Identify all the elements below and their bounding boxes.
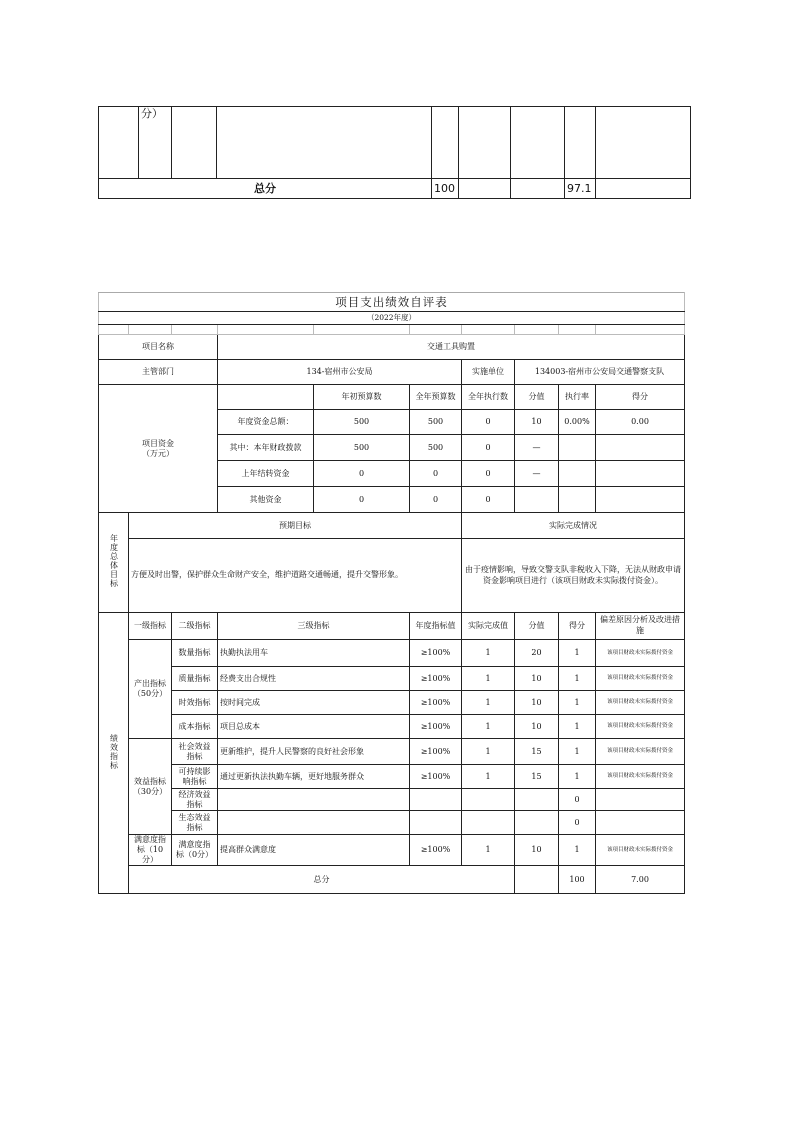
perf-header: 年度指标值 [410, 613, 462, 640]
spacer-cell [99, 325, 129, 335]
funds-cell: — [515, 435, 559, 461]
score-max: 10 [515, 667, 559, 691]
score-max: 10 [515, 835, 559, 866]
perf-header: 偏差原因分析及改进措施 [596, 613, 685, 640]
actual: 1 [462, 691, 515, 715]
project-name: 交通工具购置 [218, 335, 685, 360]
funds-cell [596, 487, 685, 513]
target [410, 789, 462, 811]
funds-cell: 500 [314, 435, 410, 461]
target: ≥100% [410, 691, 462, 715]
funds-header: 分值 [515, 385, 559, 410]
perf-header: 实际完成值 [462, 613, 515, 640]
deviation-note: 该项目财政未实际拨付资金 [596, 640, 685, 667]
deviation-note: 该项目财政未实际拨付资金 [596, 765, 685, 789]
dept-label: 主管部门 [99, 360, 218, 385]
cell [565, 107, 596, 179]
level2: 可持续影 响指标 [172, 765, 218, 789]
exec-unit-label: 实施单位 [462, 360, 515, 385]
project-name-label: 项目名称 [99, 335, 218, 360]
dept-value: 134-宿州市公安局 [218, 360, 462, 385]
total-label: 总分 [99, 179, 432, 199]
funds-header: 执行率 [559, 385, 596, 410]
funds-cell: 0 [462, 487, 515, 513]
score: 1 [559, 715, 596, 739]
expected-goal-header: 预期目标 [129, 513, 462, 539]
level2: 满意度指 标（0分） [172, 835, 218, 866]
level3: 更新维护，提升人民警察的良好社会形象 [218, 739, 410, 765]
funds-header-blank [218, 385, 314, 410]
spacer-cell [218, 325, 314, 335]
level2: 成本指标 [172, 715, 218, 739]
target [410, 811, 462, 835]
level3: 通过更新执法执勤车辆，更好地服务群众 [218, 765, 410, 789]
spacer-cell [172, 325, 218, 335]
cell [99, 107, 139, 179]
target: ≥100% [410, 640, 462, 667]
deviation-note [596, 789, 685, 811]
level1-satisfaction: 满意度指 标（10分） [129, 835, 172, 866]
level1-benefit: 效益指标 （30分） [129, 739, 172, 835]
funds-row-label: 上年结转资金 [218, 461, 314, 487]
spacer-cell [559, 325, 596, 335]
score: 1 [559, 765, 596, 789]
funds-header: 全年执行数 [462, 385, 515, 410]
funds-cell: 500 [410, 435, 462, 461]
deviation-note: 该项目财政未实际拨付资金 [596, 739, 685, 765]
target: ≥100% [410, 715, 462, 739]
cell [459, 179, 511, 199]
total-max: 100 [559, 866, 596, 894]
level2: 经济效益 指标 [172, 789, 218, 811]
level1-fragment: 分） [139, 107, 172, 179]
actual: 1 [462, 715, 515, 739]
score: 1 [559, 640, 596, 667]
exec-unit-value: 134003-宿州市公安局交通警察支队 [515, 360, 685, 385]
total-result: 97.1 [565, 179, 596, 199]
funds-cell: 0 [410, 461, 462, 487]
cell [459, 107, 511, 179]
level3: 按时间完成 [218, 691, 410, 715]
spacer-cell [410, 325, 462, 335]
funds-row-label: 其中：本年财政拨款 [218, 435, 314, 461]
previous-page-table [98, 106, 691, 199]
perf-header: 二级指标 [172, 613, 218, 640]
funds-cell: 0 [410, 487, 462, 513]
deviation-note: 该项目财政未实际拨付资金 [596, 715, 685, 739]
total-blank [515, 866, 559, 894]
target: ≥100% [410, 835, 462, 866]
funds-cell [515, 487, 559, 513]
spacer-cell [314, 325, 410, 335]
performance-self-evaluation-form [98, 292, 685, 894]
level3: 执勤执法用车 [218, 640, 410, 667]
actual-completion-header: 实际完成情况 [462, 513, 685, 539]
funds-cell: 0 [462, 461, 515, 487]
deviation-note: 该项目财政未实际拨付资金 [596, 667, 685, 691]
funds-label: 项目资金 （万元） [99, 385, 218, 513]
funds-row-label: 其他资金 [218, 487, 314, 513]
cell [217, 107, 432, 179]
level2: 质量指标 [172, 667, 218, 691]
form-title: 项目支出绩效自评表 [99, 293, 685, 312]
level3: 经费支出合规性 [218, 667, 410, 691]
funds-cell [559, 487, 596, 513]
funds-cell [596, 461, 685, 487]
perf-header: 得分 [559, 613, 596, 640]
form-year: （2022年度） [99, 312, 685, 325]
perf-header: 三级指标 [218, 613, 410, 640]
score-max: 10 [515, 691, 559, 715]
level2: 数量指标 [172, 640, 218, 667]
deviation-note: 该项目财政未实际拨付资金 [596, 835, 685, 866]
spacer-cell [129, 325, 172, 335]
cell [511, 179, 565, 199]
goal-side-label [99, 513, 129, 613]
funds-cell: — [515, 461, 559, 487]
score-max: 20 [515, 640, 559, 667]
cell [511, 107, 565, 179]
funds-cell: 0 [462, 410, 515, 435]
score: 1 [559, 835, 596, 866]
deviation-note [596, 811, 685, 835]
funds-cell: 500 [410, 410, 462, 435]
funds-cell: 0.00 [596, 410, 685, 435]
total-score: 100 [432, 179, 459, 199]
perf-side-text: 绩效指标 [109, 733, 119, 770]
funds-cell: 0 [314, 461, 410, 487]
funds-header: 得分 [596, 385, 685, 410]
goal-side-text: 年度总体目标 [109, 534, 119, 588]
funds-cell [596, 435, 685, 461]
funds-cell [559, 435, 596, 461]
total-score: 7.00 [596, 866, 685, 894]
level3: 提高群众满意度 [218, 835, 410, 866]
actual: 1 [462, 667, 515, 691]
actual: 1 [462, 640, 515, 667]
actual [462, 789, 515, 811]
level2: 时效指标 [172, 691, 218, 715]
funds-header: 全年预算数 [410, 385, 462, 410]
score: 0 [559, 789, 596, 811]
cell [172, 107, 217, 179]
level2: 社会效益 指标 [172, 739, 218, 765]
expected-goal-text: 方便及时出警，保护群众生命财产安全，维护道路交通畅通，提升交警形象。 [129, 539, 462, 613]
funds-cell: 0 [314, 487, 410, 513]
funds-header: 年初预算数 [314, 385, 410, 410]
level3 [218, 811, 410, 835]
perf-header: 分值 [515, 613, 559, 640]
spacer-cell [596, 325, 685, 335]
funds-cell: 500 [314, 410, 410, 435]
funds-cell [559, 461, 596, 487]
deviation-note: 该项目财政未实际拨付资金 [596, 691, 685, 715]
target: ≥100% [410, 667, 462, 691]
score-max: 10 [515, 715, 559, 739]
spacer-cell [462, 325, 515, 335]
funds-cell: 10 [515, 410, 559, 435]
score: 1 [559, 739, 596, 765]
cell [596, 179, 691, 199]
level3: 项目总成本 [218, 715, 410, 739]
target: ≥100% [410, 765, 462, 789]
score: 1 [559, 667, 596, 691]
funds-cell: 0 [462, 435, 515, 461]
target: ≥100% [410, 739, 462, 765]
actual: 1 [462, 835, 515, 866]
actual [462, 811, 515, 835]
total-label: 总分 [129, 866, 515, 894]
actual: 1 [462, 765, 515, 789]
level3 [218, 789, 410, 811]
spacer-cell [515, 325, 559, 335]
cell [596, 107, 691, 179]
funds-row-label: 年度资金总额： [218, 410, 314, 435]
funds-cell: 0.00% [559, 410, 596, 435]
score-max [515, 789, 559, 811]
perf-header: 一级指标 [129, 613, 172, 640]
level2: 生态效益 指标 [172, 811, 218, 835]
score-max: 15 [515, 765, 559, 789]
score-max [515, 811, 559, 835]
score-max: 15 [515, 739, 559, 765]
level1-output: 产出指标 （50分） [129, 640, 172, 739]
cell [432, 107, 459, 179]
actual-completion-text: 由于疫情影响，导致交警支队非税收入下降，无法从财政申请资金影响项目进行（该项目财政未实际拨付资金）。 [462, 539, 685, 613]
score: 1 [559, 691, 596, 715]
perf-side-label [99, 613, 129, 894]
score: 0 [559, 811, 596, 835]
actual: 1 [462, 739, 515, 765]
